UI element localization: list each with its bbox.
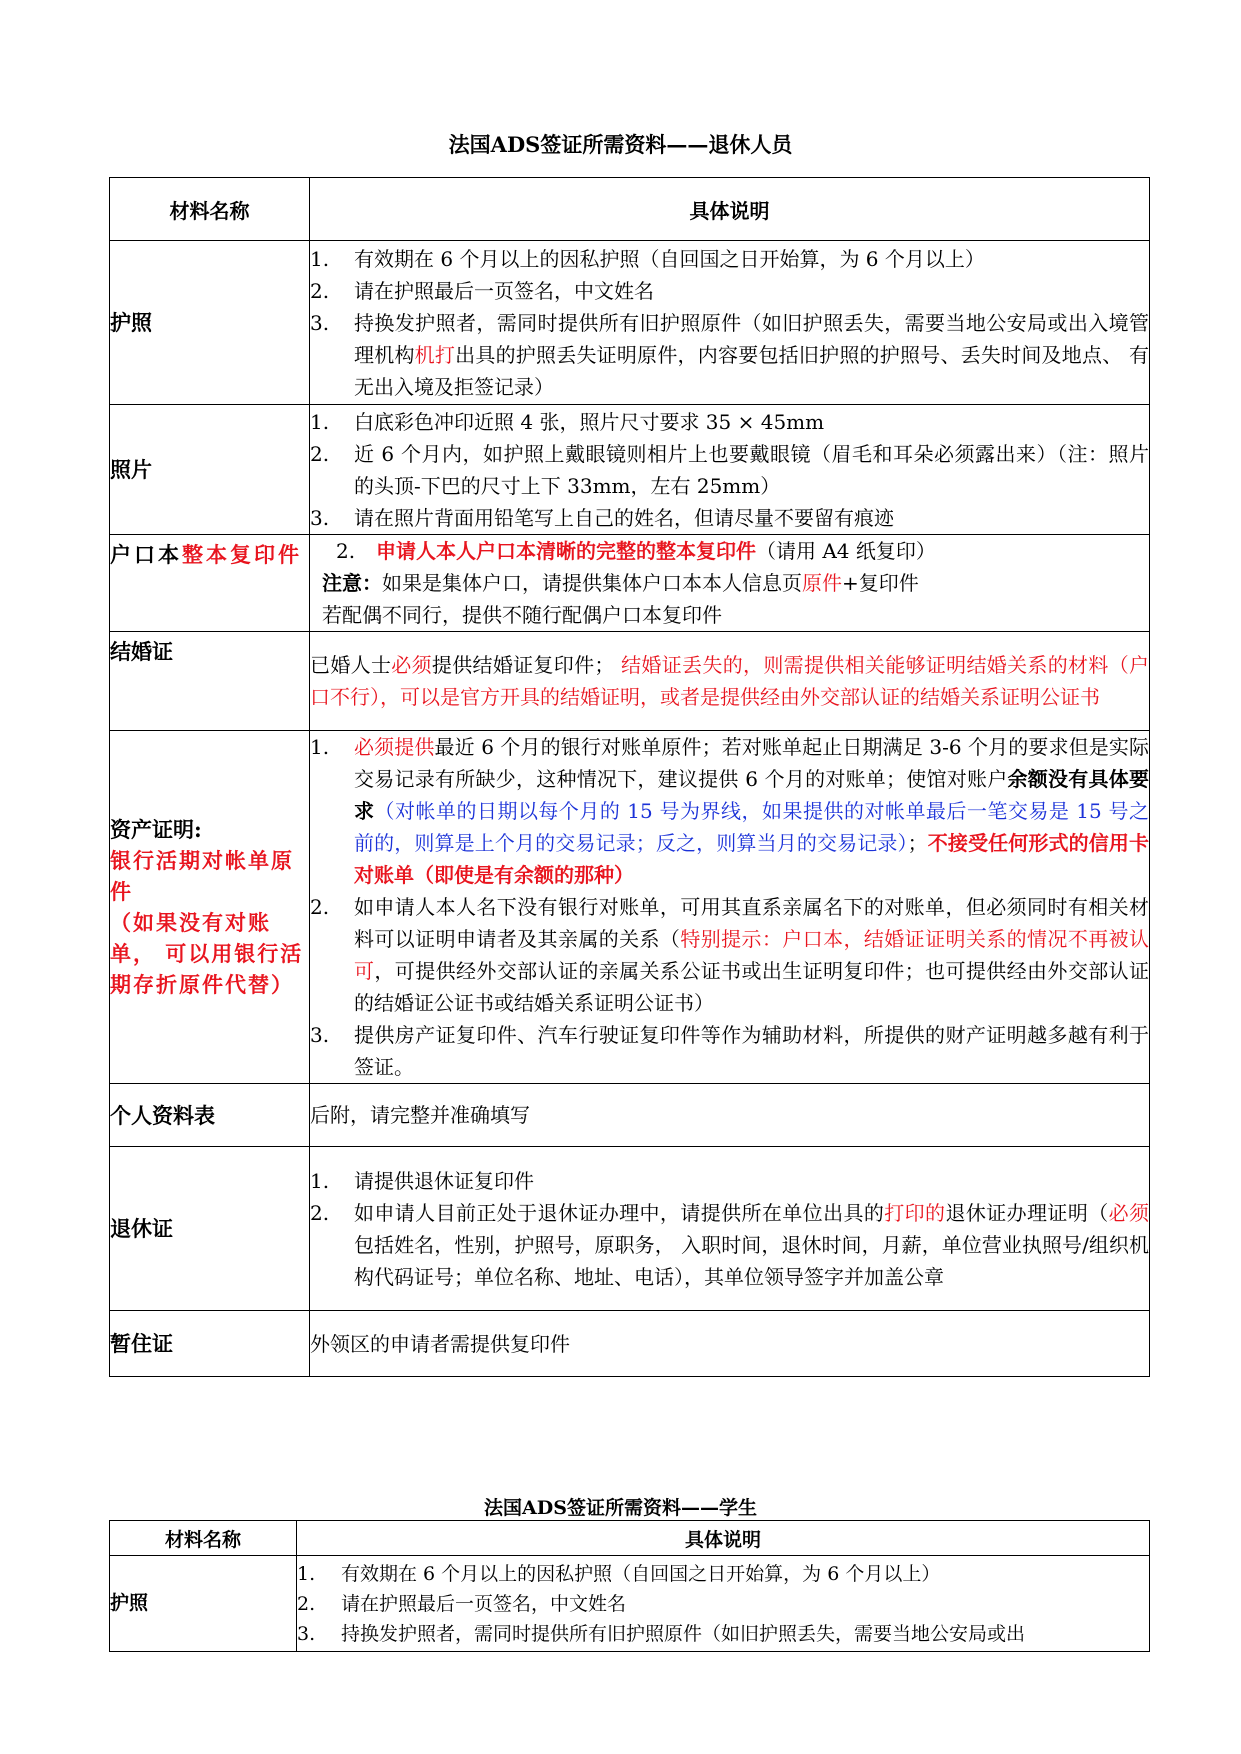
item-text: 白底彩色冲印近照 4 张，照片尺寸要求 35 × 45mm bbox=[354, 409, 825, 434]
item-number: 3. bbox=[297, 1622, 316, 1645]
text-segment: +复印件 bbox=[842, 571, 919, 595]
row-description bbox=[310, 535, 1150, 632]
item-number: 2. bbox=[336, 539, 356, 563]
text-segment: 包括姓名，性别，护照号，原职务， 入职时间，退休时间，月薪，单位营业执照号/组织机构代码证号；单位名称、地址、电话），其单位领导签字并加盖公章 bbox=[354, 1232, 1149, 1289]
row-label: 护照 bbox=[110, 1556, 297, 1652]
item-text bbox=[354, 1197, 1149, 1293]
item-number: 1. bbox=[297, 1562, 316, 1585]
text-segment: （请用 A4 纸复印） bbox=[756, 539, 936, 563]
list-item bbox=[310, 731, 1149, 891]
item-text bbox=[354, 731, 1149, 891]
list-item bbox=[297, 1589, 1149, 1619]
item-number: 2. bbox=[310, 1200, 330, 1225]
list-item bbox=[310, 502, 1149, 534]
page-title: 法国ADS签证所需资料——退休人员 bbox=[448, 132, 793, 157]
bold-text: 余额没有具体要求 bbox=[354, 767, 1150, 823]
highlight-text: 申请人本人户口本清晰的完整的整本复印件 bbox=[376, 539, 756, 563]
row-label: 个人资料表 bbox=[110, 1084, 310, 1147]
highlight-text: 结婚证丢失的，则需提供相关能够证明结婚关系的材料（户口不行），可以是官方开具的结婚证明，或者是提供经由外交部认证的结婚关系证明公证书 bbox=[310, 653, 1150, 709]
table-row-temp-residence bbox=[110, 1311, 1150, 1377]
label-highlight: 整本复印件 bbox=[182, 542, 302, 567]
header-description: 具体说明 bbox=[310, 178, 1150, 241]
item-text: 请在护照最后一页签名，中文姓名 bbox=[354, 278, 654, 303]
list-item bbox=[310, 243, 1149, 275]
list-item bbox=[310, 891, 1149, 1019]
requirements-table-retirees bbox=[109, 177, 1150, 1377]
item-number: 3. bbox=[310, 310, 330, 335]
text-segment: 出具的护照丢失证明原件，内容要包括旧护照的护照号、丢失时间及地点、 有无出入境及拒签记录） bbox=[354, 342, 1150, 399]
row-label: 退休证 bbox=[110, 1147, 310, 1311]
item-number: 2. bbox=[310, 895, 330, 919]
item-number: 1. bbox=[310, 735, 330, 759]
label-highlight: 银行活期对帐单原件 bbox=[110, 848, 294, 904]
text-segment: 已婚人士 bbox=[310, 653, 392, 677]
highlight-text: 不接受任何形式的信用卡对账单（即使是有余额的那种） bbox=[354, 831, 1150, 887]
note-label: 注意： bbox=[322, 571, 382, 595]
item-text: 有效期在 6 个月以上的因私护照（自回国之日开始算，为 6 个月以上） bbox=[354, 246, 985, 271]
item-text: 请在护照最后一页签名，中文姓名 bbox=[341, 1592, 627, 1615]
highlight-text: 必须提供 bbox=[354, 735, 435, 759]
item-text: 请在照片背面用铅笔写上自己的姓名，但请尽量不要留有痕迹 bbox=[354, 505, 894, 530]
paragraph bbox=[310, 649, 1149, 713]
item-number: 2. bbox=[310, 278, 330, 303]
item-number: 1. bbox=[310, 409, 330, 434]
text-segment: 如申请人本人名下没有银行对账单，可用其直系亲属名下的对账单，但必须同时有相关材料可以证明申请者及其亲属的关系（ bbox=[354, 895, 1149, 951]
highlight-text: 必须 bbox=[1108, 1200, 1150, 1225]
text-segment: 最近 6 个月的银行对账单原件；若对账单起止日期满足 3-6 个月的要求但是实际交易记录有所缺少，这种情况下，建议提供 6 个月的对账单；使馆对账户 bbox=[354, 735, 1149, 791]
row-label: 照片 bbox=[110, 405, 310, 535]
row-label bbox=[110, 731, 310, 1084]
item-text: 请提供退休证复印件 bbox=[354, 1168, 534, 1193]
highlight-text: 机打 bbox=[414, 342, 456, 367]
item-number: 2. bbox=[310, 441, 330, 466]
text-segment: 持换发护照者，需同时提供所有旧护照原件（如旧护照丢失，需要当地公安局或出入境管理机构 bbox=[354, 310, 1149, 367]
text-line: 若配偶不同行，提供不随行配偶户口本复印件 bbox=[322, 603, 722, 627]
table-row-marriage bbox=[110, 632, 1150, 731]
table-header-row bbox=[110, 178, 1150, 241]
row-description bbox=[297, 1556, 1150, 1652]
row-description: 后附，请完整并准确填写 bbox=[310, 1084, 1150, 1147]
list-item bbox=[310, 275, 1149, 307]
row-label bbox=[110, 535, 310, 632]
row-label: 护照 bbox=[110, 241, 310, 405]
table-row-assets bbox=[110, 731, 1150, 1084]
label-highlight: （如果没有对账单， 可以用银行活期存折原件代替） bbox=[110, 910, 304, 997]
item-text bbox=[354, 307, 1149, 403]
header-description: 具体说明 bbox=[297, 1521, 1150, 1556]
row-label: 结婚证 bbox=[110, 632, 310, 731]
item-text: 有效期在 6 个月以上的因私护照（自回国之日开始算，为 6 个月以上） bbox=[341, 1562, 941, 1585]
label-text: 资产证明: bbox=[110, 817, 202, 842]
blue-text: （对帐单的日期以每个月的 15 号为界线，如果提供的对帐单最后一笔交易是 15 号之前的，则算是上个月的交易记录；反之，则算当月的交易记录） bbox=[354, 799, 1150, 855]
item-number: 3. bbox=[310, 505, 330, 530]
list-item bbox=[322, 535, 1149, 567]
list-item bbox=[310, 1019, 1149, 1083]
table-row-personal-form bbox=[110, 1084, 1150, 1147]
item-text: 提供房产证复印件、汽车行驶证复印件等作为辅助材料，所提供的财产证明越多越有利于签证。 bbox=[354, 1023, 1149, 1079]
highlight-text: 必须 bbox=[391, 653, 432, 677]
row-description bbox=[310, 1147, 1150, 1311]
item-text: 持换发护照者，需同时提供所有旧护照原件（如旧护照丢失，需要当地公安局或出 bbox=[341, 1622, 1026, 1645]
highlight-text: 特别提示：户口本，结婚证证明关系的情况不再被认可 bbox=[354, 927, 1150, 983]
list-item bbox=[310, 438, 1149, 502]
item-number: 3. bbox=[310, 1023, 330, 1047]
text-segment: 提供结婚证复印件； bbox=[431, 653, 622, 677]
row-label: 暂住证 bbox=[110, 1311, 310, 1377]
item-number: 1. bbox=[310, 246, 330, 271]
text-segment: 退休证办理证明（ bbox=[945, 1200, 1109, 1225]
table-row-passport bbox=[110, 241, 1150, 405]
header-material-name: 材料名称 bbox=[110, 178, 310, 241]
section-title-students: 法国ADS签证所需资料——学生 bbox=[484, 1497, 757, 1519]
requirements-table-students bbox=[109, 1520, 1150, 1652]
note-line bbox=[322, 567, 1149, 599]
row-description: 外领区的申请者需提供复印件 bbox=[310, 1311, 1150, 1377]
list-item bbox=[297, 1619, 1149, 1649]
table-row-photo bbox=[110, 405, 1150, 535]
table-row-hukou bbox=[110, 535, 1150, 632]
text-segment: ，可提供经外交部认证的亲属关系公证书或出生证明复印件；也可提供经由外交部认证的结婚证公证书或结婚关系证明公证书） bbox=[354, 959, 1150, 1015]
item-text: 近 6 个月内，如护照上戴眼镜则相片上也要戴眼镜（眉毛和耳朵必须露出来）（注：照片的头顶-下巴的尺寸上下 33mm，左右 25mm） bbox=[354, 441, 1149, 498]
text-segment: 如果是集体户口，请提供集体户口本本人信息页 bbox=[382, 571, 802, 595]
list-item bbox=[297, 1559, 1149, 1589]
row-description bbox=[310, 405, 1150, 535]
item-text bbox=[354, 891, 1149, 1019]
text-segment: 如申请人目前正处于退休证办理中，请提供所在单位出具的 bbox=[354, 1200, 885, 1225]
label-text: 户口本 bbox=[110, 542, 182, 567]
list-item bbox=[310, 1165, 1149, 1197]
list-item bbox=[310, 1197, 1149, 1293]
table-header-row bbox=[110, 1521, 1150, 1556]
text-segment: ； bbox=[907, 831, 928, 855]
header-material-name: 材料名称 bbox=[110, 1521, 297, 1556]
table-row-retirement bbox=[110, 1147, 1150, 1311]
table-row-passport bbox=[110, 1556, 1150, 1652]
row-description bbox=[310, 241, 1150, 405]
item-number: 2. bbox=[297, 1592, 316, 1615]
row-description bbox=[310, 731, 1150, 1084]
item-number: 1. bbox=[310, 1168, 330, 1193]
row-description bbox=[310, 632, 1150, 731]
highlight-text: 打印的 bbox=[884, 1200, 946, 1225]
list-item bbox=[310, 406, 1149, 438]
highlight-text: 原件 bbox=[802, 571, 842, 595]
list-item bbox=[310, 307, 1149, 403]
